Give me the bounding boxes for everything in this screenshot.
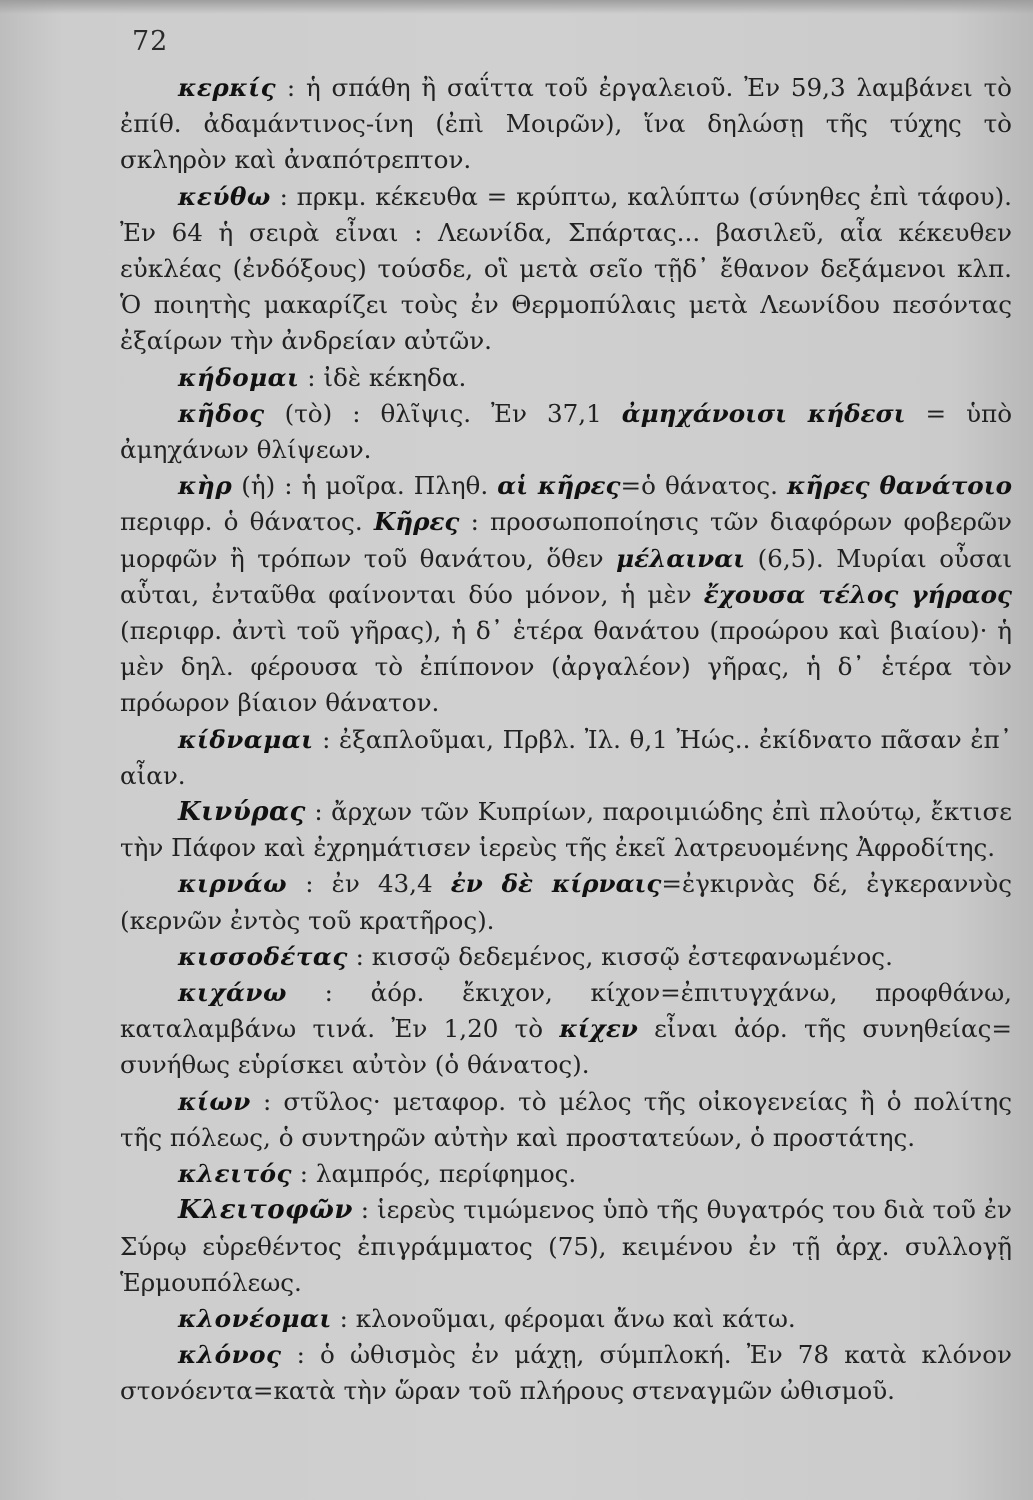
entry-kerkis	[120, 70, 1012, 179]
definition: : στῦλος· μεταφορ. τὸ μέλος τῆς οἰκογενείας ἢ ὁ πολίτης τῆς πόλεως, ὁ συντηρῶν αὐτὴν καὶ προστατεύων, ὁ προστάτης.	[120, 1086, 1012, 1152]
quoted-phrase: ἐν δὲ κίρναις	[450, 869, 662, 899]
definition: (τὸ) : θλῖψις. Ἐν 37,1	[264, 398, 622, 428]
entry-kidnamai	[120, 722, 1012, 794]
headword: κίων	[178, 1086, 251, 1116]
quoted-phrase: κίχεν	[559, 1014, 638, 1044]
definition: : ἱερεὺς τιμώμενος ὑπὸ τῆς θυγατρός του διὰ τοῦ ἐν Σύρῳ εὑρεθέντος ἐπιγράμματος (75), κειμένου ἐν τῇ ἀρχ. συλλογῇ Ἑρμουπόλεως.	[120, 1195, 1012, 1297]
definition: (περιφρ. ἀντὶ τοῦ γῆρας), ἡ δ᾽ ἑτέρα θανάτου (προώρου καὶ βιαίου)· ἡ μὲν δηλ. φέρουσα τὸ ἐπίπονον (ἀργαλέον) γῆρας, ἡ δ᾽ ἑτέρα τὸν πρόωρον βίαιον θάνατον.	[120, 616, 1012, 718]
headword: κεύθω	[178, 181, 271, 211]
entry-kedos	[120, 396, 1012, 468]
definition: : ἐξαπλοῦμαι, Πρβλ. Ἰλ. θ,1 Ἠώς.. ἐκίδνατο πᾶσαν ἐπ᾽ αἶαν.	[120, 724, 1012, 790]
quoted-phrase: μέλαιναι	[616, 543, 746, 573]
definition: = ὑπὸ ἀμηχάνων θλίψεων.	[120, 398, 1013, 465]
definition: εἶναι ἀόρ. τῆς συνηθείας= συνήθως εὑρίσκει αὐτὸν (ὁ θάνατος).	[120, 1014, 1012, 1080]
entry-kinyras	[120, 794, 1012, 866]
definition: (6,5). Μυρίαι οὖσαι αὗται, ἐνταῦθα φαίνονται δύο μόνον, ἡ μὲν	[120, 543, 1012, 609]
entry-kichano	[120, 975, 1012, 1084]
entry-kissodetas	[120, 939, 1012, 975]
definition: περιφρ. ὁ θάνατος.	[120, 507, 374, 537]
definition: =ὁ θάνατος.	[620, 471, 788, 501]
definition: : ἰδὲ κέκηδα.	[299, 362, 467, 392]
headword: Κινύρας	[178, 797, 306, 828]
headword: κήδομαι	[178, 362, 300, 392]
definition: : ὁ ὠθισμὸς ἐν μάχῃ, σύμπλοκή. Ἐν 78 κατὰ κλόνον στονόεντα=κατὰ τὴν ὥραν τοῦ πλήρους στεναγμῶν ὠθισμοῦ.	[120, 1340, 1012, 1406]
definition: : προσωποποίησις τῶν διαφόρων φοβερῶν μορφῶν ἢ τρόπων τοῦ θανάτου, ὅθεν	[120, 507, 1012, 573]
headword: κὴρ	[178, 471, 233, 501]
headword: κῆδος	[178, 398, 265, 428]
headword: κλειτός	[178, 1159, 292, 1189]
definition: : πρκμ. κέκευθα = κρύπτω, καλύπτω (σύνηθες ἐπὶ τάφου). Ἐν 64 ἡ σειρὰ εἶναι : Λεωνίδα, Σπάρτας... βασιλεῦ, αἷα κέκευθεν εὐκλέας (ἐνδόξους) τούσδε, οἳ μετὰ σεῖο τῇδ᾽ ἔθανον δεξάμενοι κλπ. Ὁ ποιητὴς μακαρίζει τοὺς ἐν Θερμοπύλαις μετὰ Λεωνίδου πεσόντας ἐξαίρων τὴν ἀνδρείαν αὐτῶν.	[120, 181, 1012, 356]
definition: : λαμπρός, περίφημος.	[291, 1159, 577, 1189]
definition: : ἀόρ. ἔκιχον, κίχον=ἐπιτυγχάνω, προφθάνω, καταλαμβάνω τινά. Ἐν 1,20 τὸ	[120, 978, 1012, 1044]
definition: =ἐγκιρνὰς δέ, ἐγκεραννὺς (κερνῶν ἐντὸς τοῦ κρατῆρος).	[120, 869, 1012, 935]
quoted-phrase: αἱ κῆρες	[497, 471, 621, 501]
entry-kirnao	[120, 866, 1012, 938]
headword: κλόνος	[178, 1340, 282, 1370]
glossary-entries	[120, 70, 1012, 1410]
definition: : κισσῷ δεδεμένος, κισσῷ ἐστεφανωμένος.	[347, 941, 893, 971]
quoted-phrase: ἔχουσα τέλος γήραος	[703, 579, 1012, 609]
quoted-phrase: ἀμηχάνοισι κήδεσι	[621, 398, 906, 428]
definition: (ἡ) : ἡ μοῖρα. Πληθ.	[232, 471, 498, 501]
headword: κερκίς	[178, 73, 277, 102]
quoted-phrase: Κῆρες	[373, 507, 460, 537]
definition: : ἐν 43,4	[287, 869, 451, 899]
quoted-phrase: κῆρες θανάτοιο	[787, 471, 1013, 501]
headword: κλονέομαι	[178, 1303, 332, 1333]
entry-kloneomai	[120, 1301, 1012, 1337]
definition: : ἄρχων τῶν Κυπρίων, παροιμιώδης ἐπὶ πλούτῳ, ἔκτισε τὴν Πάφον καὶ ἐχρημάτισεν ἱερεὺς τῆς ἐκεῖ λατρευομένης Ἀφροδίτης.	[120, 797, 1012, 863]
definition: : κλονοῦμαι, φέρομαι ἄνω καὶ κάτω.	[331, 1303, 796, 1333]
entry-kedomai	[120, 360, 1012, 396]
entry-kleitos	[120, 1156, 1012, 1192]
entry-kleitophon	[120, 1192, 1012, 1301]
headword: κισσοδέτας	[178, 941, 348, 971]
entry-kion	[120, 1084, 1012, 1156]
definition: : ἡ σπάθη ἢ σαΐττα τοῦ ἐργαλειοῦ. Ἐν 59,3 λαμβάνει τὸ ἐπίθ. ἀδαμάντινος-ίνη (ἐπὶ Μοιρῶν), ἵνα δηλώσῃ τῆς τύχης τὸ σκληρὸν καὶ ἀναπότρεπτον.	[120, 73, 1012, 175]
entry-ker	[120, 468, 1012, 721]
headword: κιχάνω	[178, 978, 287, 1008]
headword: κίδναμαι	[178, 724, 314, 754]
headword: κιρνάω	[178, 869, 288, 899]
entry-keutho	[120, 179, 1012, 360]
page-number: 72	[132, 26, 169, 57]
headword: Κλειτοφῶν	[178, 1195, 353, 1226]
entry-klonos	[120, 1337, 1012, 1409]
